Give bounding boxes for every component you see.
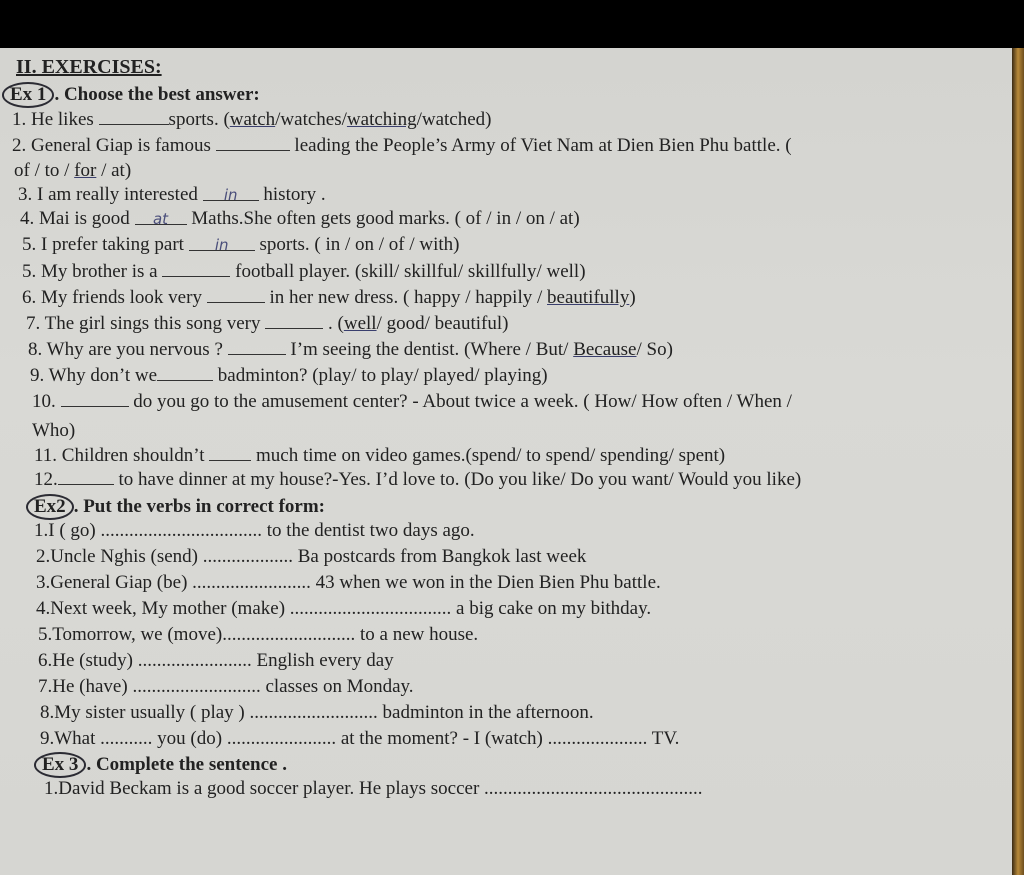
ex2-item-4: 4.Next week, My mother (make) .................................. a big cake on my bithday. bbox=[36, 598, 652, 619]
page-edge bbox=[1012, 48, 1024, 875]
handwritten-answer: in bbox=[203, 184, 259, 201]
ex2-label: Ex2 bbox=[26, 494, 74, 520]
ex1-item-3: 3. I am really interested in history . bbox=[18, 184, 326, 205]
ex2-item-7: 7.He (have) ........................... classes on Monday. bbox=[38, 676, 414, 697]
ex1-item-10: 10. do you go to the amusement center? - About twice a week. ( How/ How often / When / bbox=[32, 391, 792, 412]
ex2-heading bbox=[30, 494, 325, 520]
ex1-item-2-options: of / to / for / at) bbox=[14, 160, 132, 181]
ex2-item-9: 9.What ........... you (do) ....................... at the moment? - I (watch) ..................... TV. bbox=[40, 728, 680, 749]
ex1-item-4: 4. Mai is good at Maths.She often gets good marks. ( of / in / on / at) bbox=[20, 208, 580, 229]
handwritten-answer: in bbox=[189, 234, 255, 251]
ex1-item-2: 2. General Giap is famous leading the People’s Army of Viet Nam at Dien Bien Phu battle. ( bbox=[12, 135, 792, 156]
ex1-item-7: 7. The girl sings this song very . (well/ good/ beautiful) bbox=[26, 313, 509, 334]
ex1-heading bbox=[6, 82, 260, 108]
ex3-title: . Complete the sentence . bbox=[86, 754, 287, 775]
ex2-item-5: 5.Tomorrow, we (move)............................ to a new house. bbox=[38, 624, 479, 645]
ex2-item-6: 6.He (study) ........................ English every day bbox=[38, 650, 394, 671]
ex1-item-5b: 5. My brother is a football player. (skill/ skillful/ skillfully/ well) bbox=[22, 261, 586, 282]
ex1-item-12: 12. to have dinner at my house?-Yes. I’d love to. (Do you like/ Do you want/ Would you like) bbox=[34, 469, 802, 490]
ex2-title: . Put the verbs in correct form: bbox=[73, 496, 326, 517]
ex1-item-9: 9. Why don’t we badminton? (play/ to play/ played/ playing) bbox=[30, 365, 548, 386]
ex1-label: Ex 1 bbox=[2, 82, 54, 108]
ex1-item-8: 8. Why are you nervous ? I’m seeing the dentist. (Where / But/ Because/ So) bbox=[28, 339, 673, 360]
ex2-item-1: 1.I ( go) .................................. to the dentist two days ago. bbox=[34, 520, 475, 541]
ex2-item-8: 8.My sister usually ( play ) ........................... badminton in the afternoon. bbox=[40, 702, 594, 723]
ex1-item-11: 11. Children shouldn’t much time on video games.(spend/ to spend/ spending/ spent) bbox=[34, 445, 726, 466]
ex3-heading bbox=[38, 752, 287, 778]
ex3-item-1: 1.David Beckam is a good soccer player. He plays soccer .............................................. bbox=[44, 778, 703, 799]
ex2-item-3: 3.General Giap (be) ......................... 43 when we won in the Dien Bien Phu battle. bbox=[36, 572, 661, 593]
handwritten-answer: at bbox=[135, 208, 187, 225]
ex1-item-10-cont: Who) bbox=[32, 420, 76, 441]
ex1-title: . Choose the best answer: bbox=[54, 84, 260, 105]
ex1-item-5: 5. I prefer taking part in sports. ( in / on / of / with) bbox=[22, 234, 460, 255]
section-title: II. EXERCISES: bbox=[16, 56, 162, 78]
ex1-item-6: 6. My friends look very in her new dress. ( happy / happily / beautifully) bbox=[22, 287, 636, 308]
ex2-item-2: 2.Uncle Nghis (send) ................... Ba postcards from Bangkok last week bbox=[36, 546, 587, 567]
worksheet-page bbox=[0, 48, 1012, 875]
ex1-item-1: 1. He likes sports. (watch/watches/watching/watched) bbox=[12, 109, 492, 130]
ex3-label: Ex 3 bbox=[34, 752, 86, 778]
